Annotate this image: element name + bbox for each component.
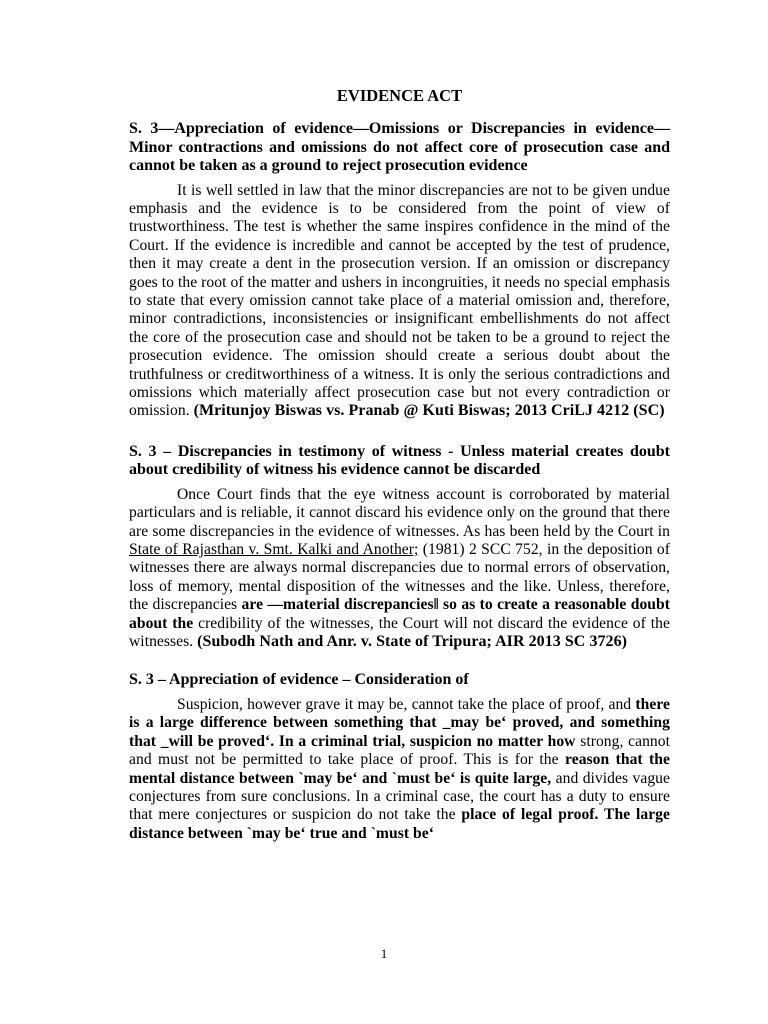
section-2-body <box>129 486 670 652</box>
section-3-text-a: Suspicion, however grave it may be, cannot take the place of proof, and <box>177 695 632 713</box>
section-2-text-c: credibility of the witnesses, the Court will not discard the evidence of the witnesses. <box>129 614 670 651</box>
section-3-text-b: strong, cannot and must not be permitted to take place of proof. This is for the <box>129 732 671 769</box>
spacer <box>129 421 670 443</box>
section-2-bold-text: are ―material discrepancies‖ so as to create a reasonable doubt about the <box>129 596 670 632</box>
section-1-citation: (Mritunjoy Biswas vs. Pranab @ Kuti Biswas; 2013 CriLJ 4212 (SC) <box>193 402 665 420</box>
case-link-kalki[interactable]: State of Rajasthan v. Smt. Kalki and Another; <box>129 541 419 558</box>
document-title: EVIDENCE ACT <box>336 86 463 105</box>
spacer <box>129 651 670 671</box>
section-3-bold-c: place of legal proof. The large distance between `may be‘ true and `must be‘ <box>129 806 670 842</box>
section-3-heading: S. 3 – Appreciation of evidence – Consideration of <box>129 671 469 689</box>
section-2-text-b: (1981) 2 SCC 752, in the deposition of witnesses there are always normal discrepancies due to normal errors of observation, loss of memory, mental disposition of the witnesses and the like. Unless, therefore, the discrepancies <box>129 541 670 614</box>
section-3-bold-a: there is a large difference between something that _may be‘ proved, and something that _will be proved‘. In a criminal trial, suspicion no matter how <box>129 695 670 750</box>
section-2-citation: (Subodh Nath and Anr. v. State of Tripura; AIR 2013 SC 3726) <box>197 633 628 651</box>
section-3-bold-b: reason that the mental distance between `may be‘ and `must be‘ is quite large, <box>129 751 670 787</box>
section-2-heading: S. 3 – Discrepancies in testimony of witness - Unless material creates doubt about credibility of witness his evidence cannot be discarded <box>129 442 670 479</box>
section-1-heading: S. 3—Appreciation of evidence—Omissions or Discrepancies in evidence— Minor contractions and omissions do not affect core of prosecution case and cannot be taken as a ground to reject prosecution evidence <box>129 120 670 174</box>
section-3-body <box>129 696 670 843</box>
section-1-body <box>129 182 670 421</box>
section-3-text-c: and divides vague conjectures from sure conclusions. In a criminal case, the court has a duty to ensure that mere conjectures or suspicion do not take the <box>129 769 670 824</box>
section-2-text-a: Once Court finds that the eye witness account is corroborated by material particulars and is reliable, it cannot discard his evidence only on the ground that there are some discrepancies in the evidence of witnesses. As has been held by the Court in <box>129 485 670 540</box>
page-number: 1 <box>380 946 388 961</box>
document-page <box>129 86 670 843</box>
section-1-text: It is well settled in law that the minor discrepancies are not to be given undue emphasis and the evidence is to be considered from the point of view of trustworthiness. The test is whether the same inspires confidence in the mind of the Court. If the evidence is incredible and cannot be accepted by the test of prudence, then it may create a dent in the prosecution version. If an omission or discrepancy goes to the root of the matter and ushers in incongruities, it needs no special emphasis to state that every omission cannot take place of a material omission and, therefore, minor contradictions, inconsistencies or insignificant embellishments do not affect the core of the prosecution case and should not be taken to be a ground to reject the prosecution evidence. The omission should create a serious doubt about the truthfulness or creditworthiness of a witness. It is only the serious contradictions and omissions which materially affect prosecution case but not every contradiction or omission. <box>129 181 670 420</box>
